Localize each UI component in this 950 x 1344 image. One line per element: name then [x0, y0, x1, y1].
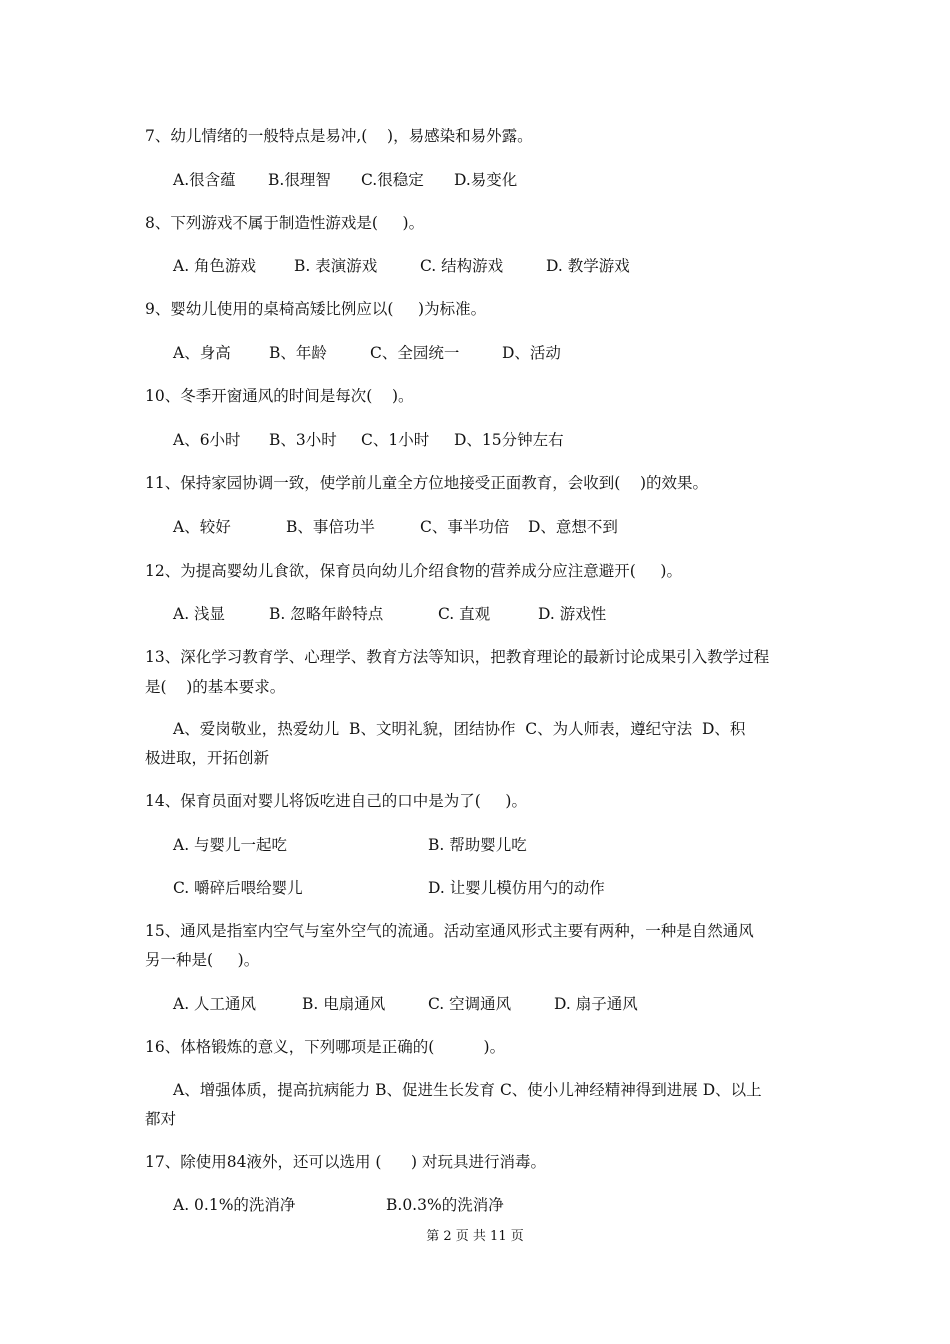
question-12-option-b: B. 忽略年龄特点 [269, 605, 384, 623]
question-10-option-a: A、6小时 [173, 431, 241, 449]
question-11-option-b: B、事倍功半 [286, 518, 375, 536]
question-9-stem: 9、婴幼儿使用的桌椅高矮比例应以( )为标准。 [145, 300, 487, 318]
question-15-option-a: A. 人工通风 [173, 995, 257, 1013]
question-9-option-b: B、年龄 [269, 344, 327, 362]
question-17-option-b: B.0.3%的洗消净 [386, 1196, 504, 1214]
question-9-option-d: D、活动 [502, 344, 561, 362]
question-10-stem: 10、冬季开窗通风的时间是每次( )。 [145, 387, 414, 405]
question-13-options-line-1: A、爱岗敬业，热爱幼儿 B、文明礼貌，团结协作 C、为人师表，遵纪守法 D、积 [173, 720, 746, 738]
question-8-option-d: D. 教学游戏 [546, 257, 630, 275]
question-9-option-c: C、全园统一 [370, 344, 460, 362]
question-12-option-d: D. 游戏性 [538, 605, 607, 623]
question-8-stem: 8、下列游戏不属于制造性游戏是( )。 [145, 214, 425, 232]
question-11-stem: 11、保持家园协调一致，使学前儿童全方位地接受正面教育，会收到( )的效果。 [145, 474, 709, 492]
question-14-option-a: A. 与婴儿一起吃 [173, 836, 288, 854]
question-13-stem-line-1: 13、深化学习教育学、心理学、教育方法等知识，把教育理论的最新讨论成果引入教学过程 [145, 648, 770, 666]
question-8-option-a: A. 角色游戏 [173, 257, 257, 275]
question-16-options-line-1: A、增强体质，提高抗病能力 B、促进生长发育 C、使小儿神经精神得到进展 D、以上 [173, 1081, 762, 1099]
question-10-option-b: B、3小时 [269, 431, 337, 449]
question-15-option-c: C. 空调通风 [428, 995, 512, 1013]
question-12-stem: 12、为提高婴幼儿食欲，保育员向幼儿介绍食物的营养成分应注意避开( )。 [145, 562, 682, 580]
question-14-option-b: B. 帮助婴儿吃 [428, 836, 527, 854]
question-7-option-c: C.很稳定 [361, 171, 424, 189]
question-11-option-a: A、较好 [173, 518, 231, 536]
page-footer: 第 2 页 共 11 页 [426, 1229, 524, 1244]
question-15-stem-line-1: 15、通风是指室内空气与室外空气的流通。活动室通风形式主要有两种，一种是自然通风 [145, 922, 754, 940]
question-7-option-b: B.很理智 [268, 171, 331, 189]
question-12-option-a: A. 浅显 [173, 605, 226, 623]
question-15-option-d: D. 扇子通风 [554, 995, 638, 1013]
question-12-option-c: C. 直观 [438, 605, 491, 623]
question-7-option-d: D.易变化 [454, 171, 518, 189]
question-11-option-c: C、事半功倍 [420, 518, 510, 536]
question-11-option-d: D、意想不到 [528, 518, 618, 536]
question-17-option-a: A. 0.1%的洗消净 [173, 1196, 296, 1214]
question-17-stem: 17、除使用84液外，还可以选用 ( ) 对玩具进行消毒。 [145, 1153, 546, 1171]
question-13-stem-line-2: 是( )的基本要求。 [145, 678, 286, 696]
question-10-option-c: C、1小时 [361, 431, 430, 449]
question-14-stem: 14、保育员面对婴儿将饭吃进自己的口中是为了( )。 [145, 792, 527, 810]
question-10-option-d: D、15分钟左右 [454, 431, 564, 449]
question-16-options-line-2: 都对 [145, 1110, 177, 1128]
question-7-option-a: A.很含蕴 [173, 171, 236, 189]
question-8-option-b: B. 表演游戏 [294, 257, 378, 275]
question-8-option-c: C. 结构游戏 [420, 257, 504, 275]
question-14-option-c: C. 嚼碎后喂给婴儿 [173, 879, 303, 897]
question-14-option-d: D. 让婴儿模仿用勺的动作 [428, 879, 605, 897]
question-13-options-line-2: 极进取，开拓创新 [145, 749, 270, 767]
question-7-stem: 7、幼儿情绪的一般特点是易冲,( )，易感染和易外露。 [145, 127, 533, 145]
question-9-option-a: A、身高 [173, 344, 231, 362]
question-15-option-b: B. 电扇通风 [302, 995, 386, 1013]
question-15-stem-line-2: 另一种是( )。 [145, 951, 260, 969]
question-16-stem: 16、体格锻炼的意义，下列哪项是正确的( )。 [145, 1038, 506, 1056]
